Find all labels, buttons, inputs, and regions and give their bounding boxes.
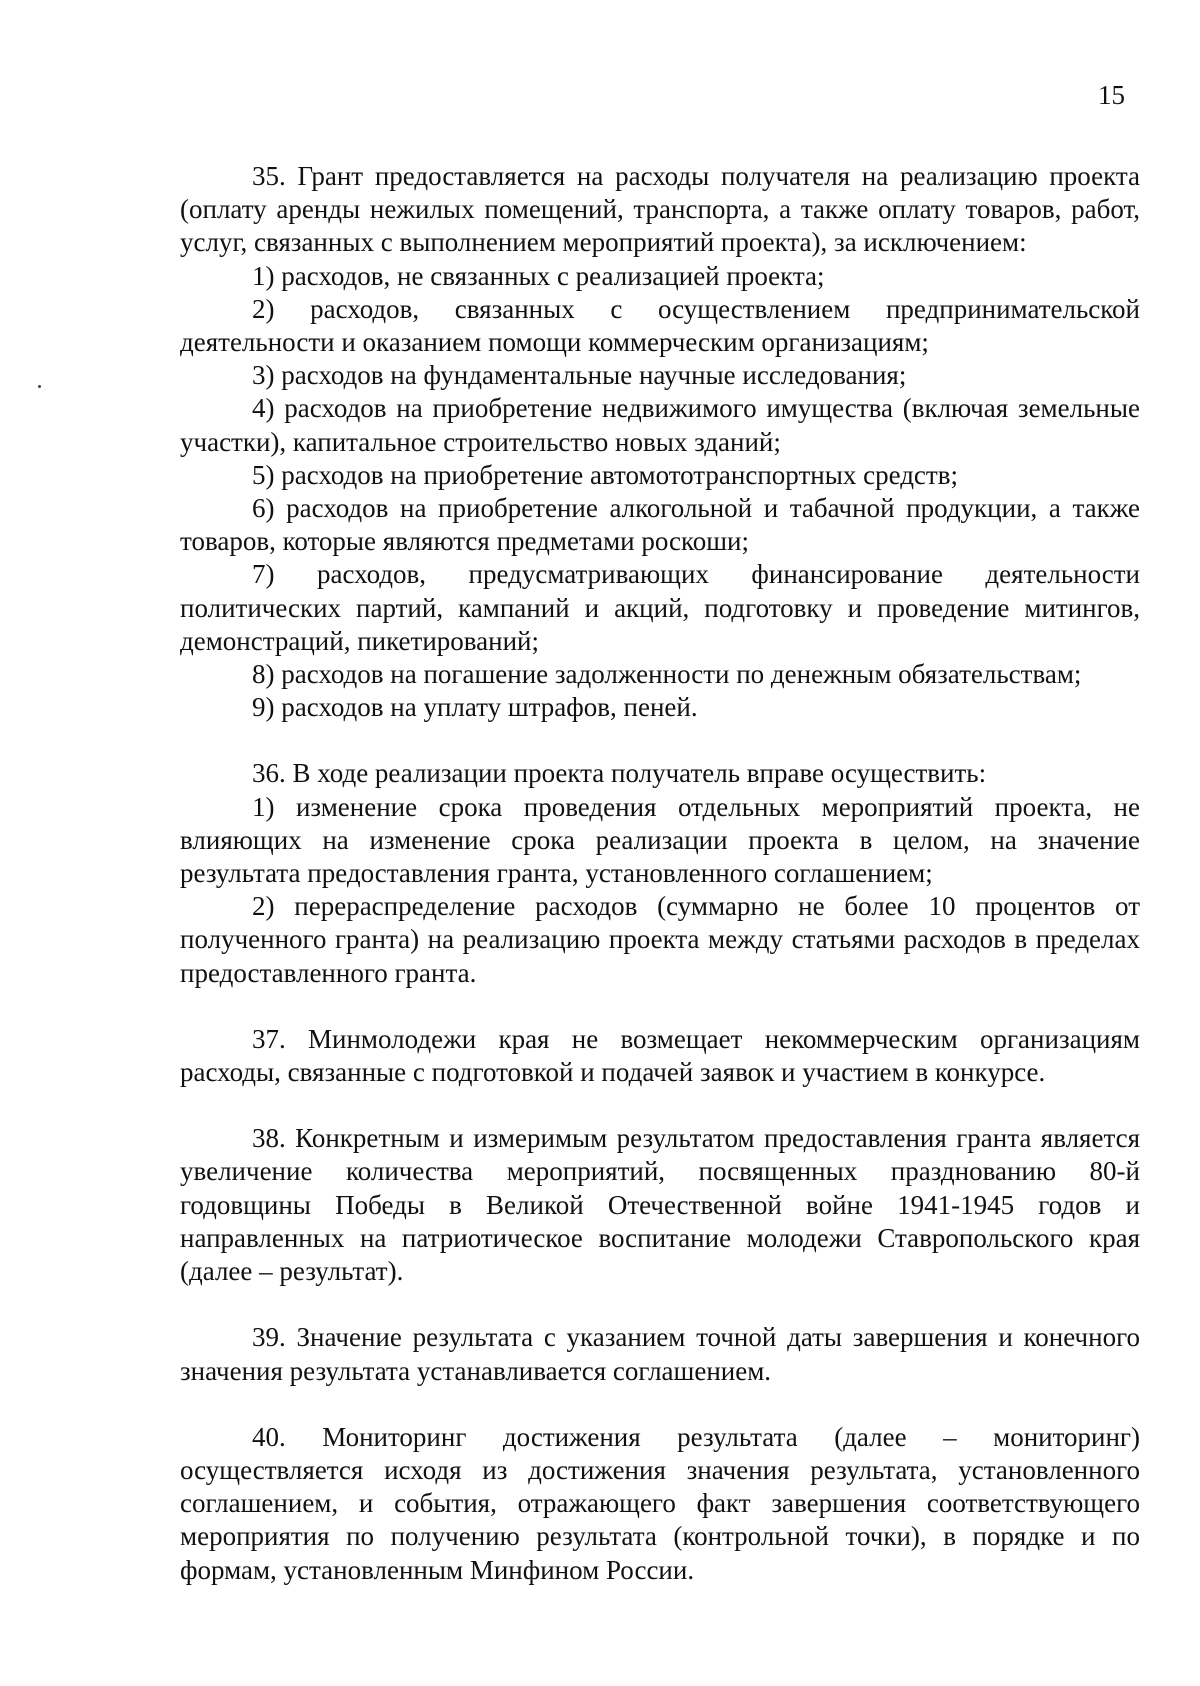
document-body xyxy=(180,160,1140,1587)
page-number: 15 xyxy=(1098,80,1125,110)
list-item-36-2: 2) перераспределение расходов (суммарно не более 10 процентов от полученного гранта) на реализацию проекта между статьями расходов в пределах предоставленного гранта. xyxy=(180,891,1140,988)
list-item-35-8: 8) расходов на погашение задолженности по денежным обязательствам; xyxy=(252,659,1082,690)
paragraph-39: 39. Значение результата с указанием точной даты завершения и конечного значения результата устанавливается соглашением. xyxy=(180,1322,1140,1386)
list-item-35-5: 5) расходов на приобретение автомототранспортных средств; xyxy=(252,459,958,490)
paragraph-40: 40. Мониторинг достижения результата (далее – мониторинг) осуществляется исходя из достижения значения результата, установленного соглашением, и события, отражающего факт завершения соответствующего мероприятия по получению результата (контрольной точки), в порядке и по формам, установленным Минфином России. xyxy=(180,1421,1140,1585)
list-item-35-9: 9) расходов на уплату штрафов, пеней. xyxy=(252,692,698,723)
list-item-35-7: 7) расходов, предусматривающих финансирование деятельности политических партий, кампаний и акций, подготовку и проведение митингов, демонстраций, пикетирований; xyxy=(180,559,1140,656)
list-item-35-3: 3) расходов на фундаментальные научные исследования; xyxy=(252,360,907,391)
paragraph-38: 38. Конкретным и измеримым результатом предоставления гранта является увеличение количества мероприятий, посвященных празднованию 80-й годовщины Победы в Великой Отечественной войне 1941-1945 годов и направленных на патриотическое воспитание молодежи Ставропольского края (далее – результат). xyxy=(180,1123,1140,1287)
paragraph-36: 36. В ходе реализации проекта получатель вправе осуществить: xyxy=(252,758,987,789)
list-item-35-6: 6) расходов на приобретение алкогольной и табачной продукции, а также товаров, которые являются предметами роскоши; xyxy=(180,493,1140,557)
paragraph-37: 37. Минмолодежи края не возмещает некоммерческим организациям расходы, связанные с подготовкой и подачей заявок и участием в конкурсе. xyxy=(180,1023,1140,1088)
paragraph-35: 35. Грант предоставляется на расходы получателя на реализацию проекта (оплату аренды нежилых помещений, транспорта, а также оплату товаров, работ, услуг, связанных с выполнением мероприятий проекта), за исключением: xyxy=(180,161,1140,258)
list-item-35-2: 2) расходов, связанных с осуществлением предпринимательской деятельности и оказанием помощи коммерческим организациям; xyxy=(180,293,1140,358)
list-item-35-1: 1) расходов, не связанных с реализацией проекта; xyxy=(252,260,825,291)
scan-speck xyxy=(38,385,41,388)
list-item-36-1: 1) изменение срока проведения отдельных мероприятий проекта, не влияющих на изменение срока реализации проекта в целом, на значение результата предоставления гранта, установленного соглашением; xyxy=(180,791,1140,889)
list-item-35-4: 4) расходов на приобретение недвижимого имущества (включая земельные участки), капитальное строительство новых зданий; xyxy=(180,393,1140,457)
